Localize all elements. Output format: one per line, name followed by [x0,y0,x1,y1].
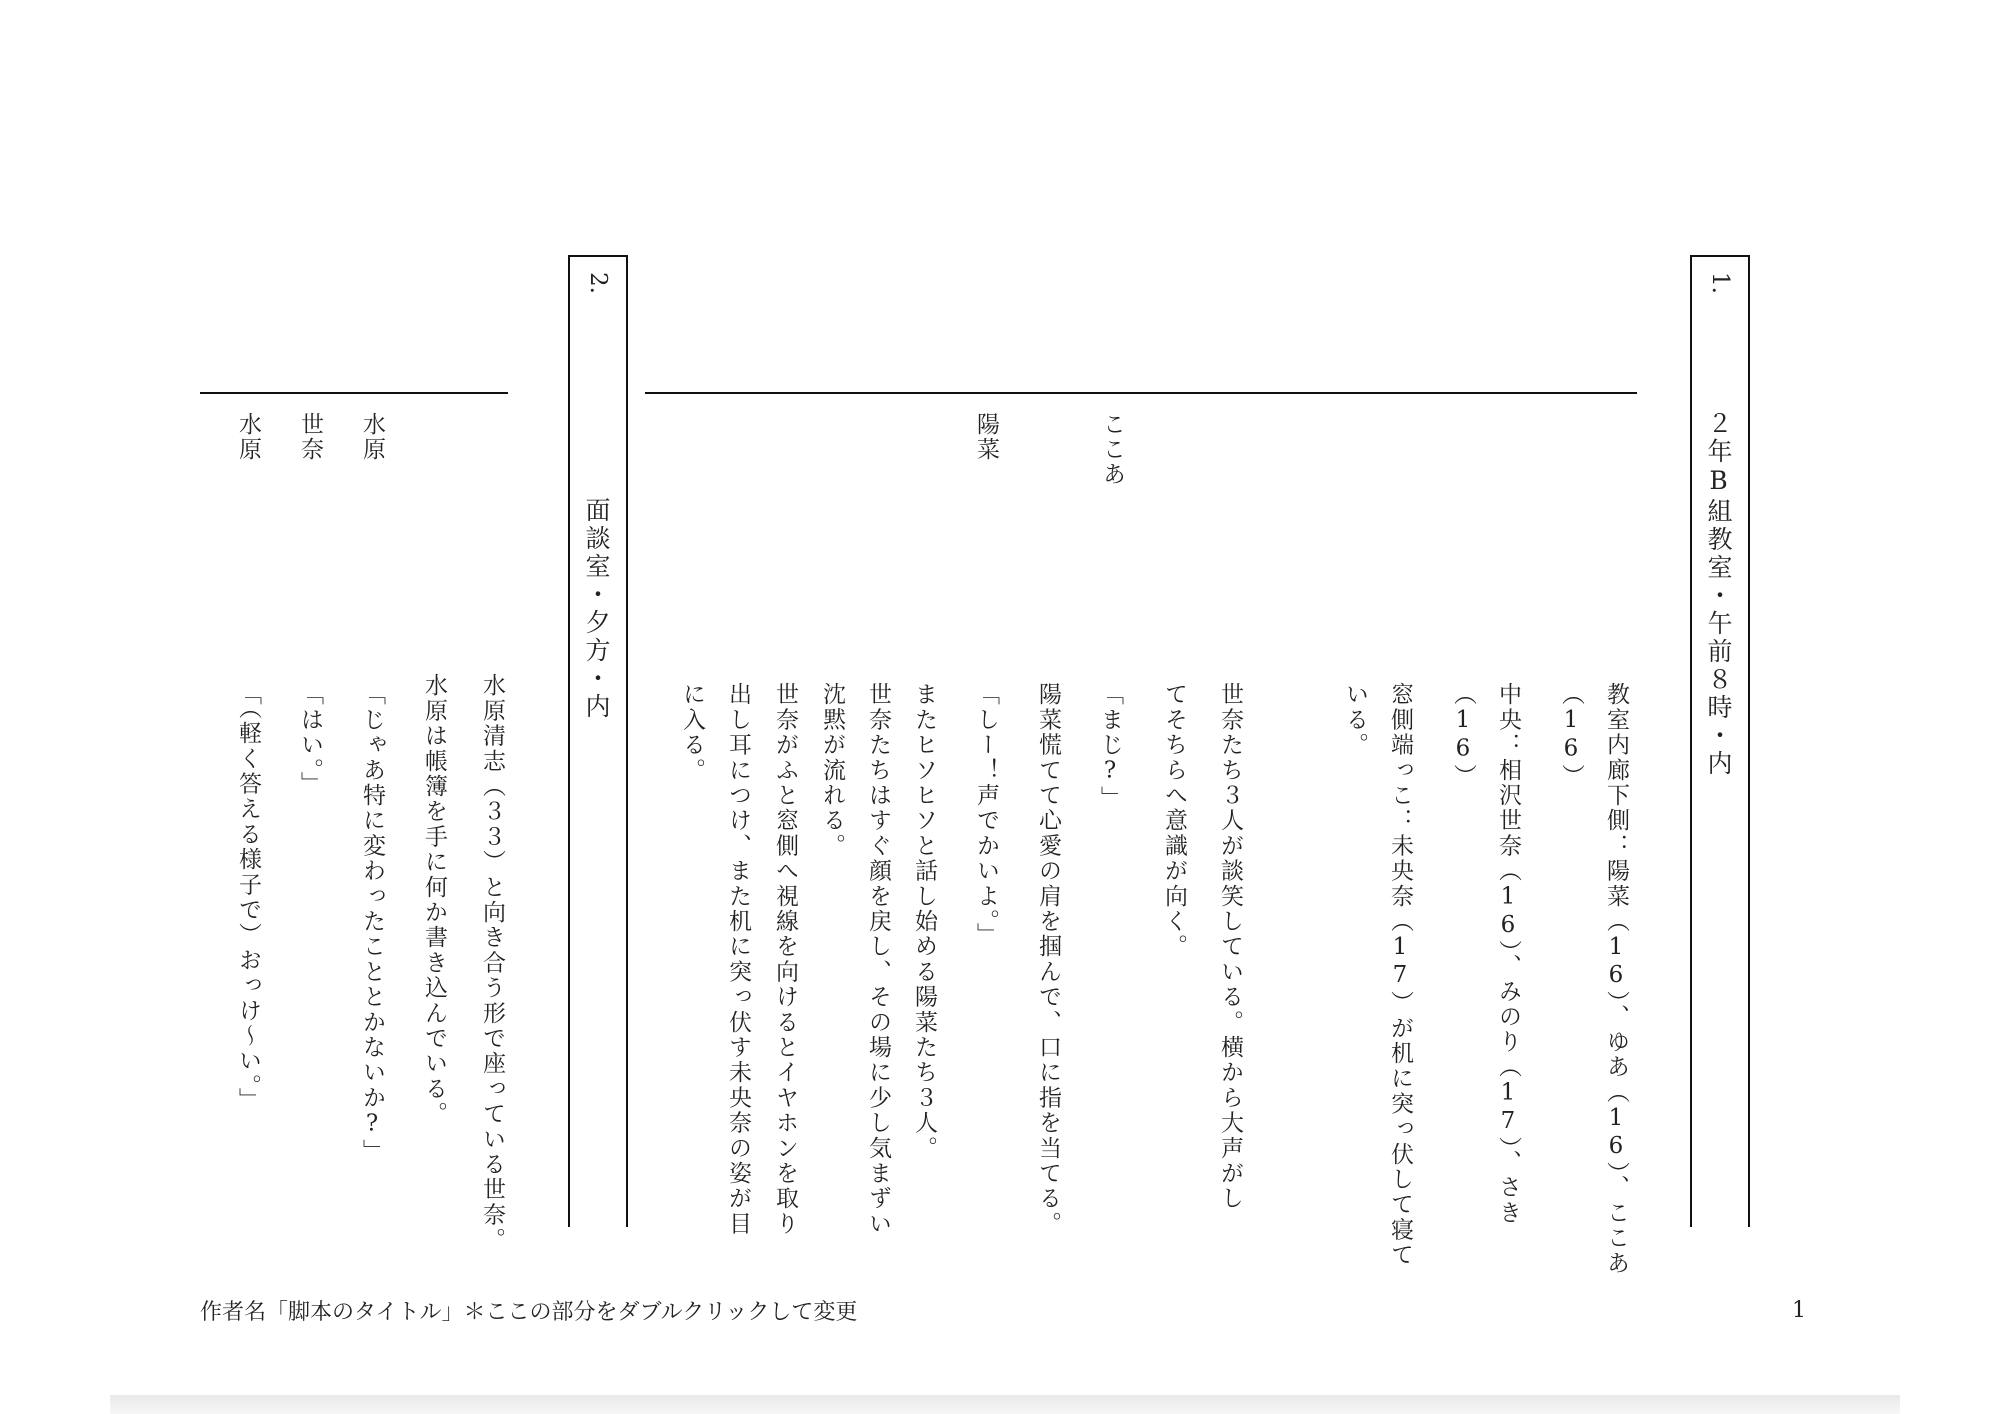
scene-2-character-name[interactable]: 水原 [235,412,261,462]
scene-2-line[interactable]: 「（軽く答える様子で）おっけ～い。」 [235,682,261,1113]
scene-2-line[interactable]: 水原清志（３３）と向き合う形で座っている世奈。 [479,673,505,1253]
scene-1-line[interactable]: 「しー！声でかいよ。」 [973,682,999,948]
scene-2-number: 2. [585,272,611,294]
scene-1-line[interactable]: 窓側端っこ：未央奈（17）が机に突っ伏して寝て [1387,682,1413,1268]
scene-1-line[interactable]: いる。 [1342,682,1368,758]
scene-1-line[interactable]: に入る。 [679,682,705,783]
scene-2-character-name[interactable]: 水原 [359,412,385,462]
scene-2-heading[interactable]: 面談室・夕方・内 [582,497,611,721]
scene-1-line[interactable]: 「まじ?」 [1097,682,1123,811]
scene-1-character-name[interactable]: 陽菜 [973,412,999,462]
scene-1-character-name[interactable]: ここあ [1099,412,1125,487]
scene-2-line[interactable]: 「はい。」 [297,682,323,797]
footer-author-title[interactable]: 作者名「脚本のタイトル」＊ここの部分をダブルクリックして変更 [200,1300,858,1325]
scene-1-line[interactable]: 中央：相沢世奈（16）、みのり（17）、さき [1495,682,1521,1226]
scene-1-line[interactable]: 陽菜慌てて心愛の肩を掴んで、口に指を当てる。 [1035,682,1061,1237]
scene-2-heading-box[interactable] [568,255,628,1227]
scene-1-line[interactable]: 沈黙が流れる。 [819,682,845,859]
page-bottom-shadow [110,1395,1900,1414]
scene-1-heading[interactable]: ２年B組教室・午前８時・内 [1704,410,1733,778]
scene-2-character-rule [200,392,508,394]
scene-1-line[interactable]: 教室内廊下側：陽菜（16）、ゆあ（16）、ここあ [1603,682,1629,1276]
page-number: 1 [1792,1298,1806,1323]
scene-1-line[interactable]: 世奈がふと窓側へ視線を向けるとイヤホンを取り [772,682,798,1237]
scene-2-character-name[interactable]: 世奈 [297,412,323,462]
scene-1-line[interactable]: （16） [1450,682,1476,789]
scene-1-line[interactable]: 出し耳につけ、また机に突っ伏す未央奈の姿が目 [725,682,751,1237]
scene-1-line[interactable]: 世奈たち３人が談笑している。横から大声がし [1217,682,1243,1212]
scene-2-line[interactable]: 「じゃあ特に変わったこととかないか?」 [359,682,385,1164]
scene-2-line[interactable]: 水原は帳簿を手に何か書き込んでいる。 [421,673,447,1127]
scene-1-character-rule [645,392,1637,394]
scene-1-line[interactable]: またヒソヒソと話し始める陽菜たち３人。 [911,682,937,1161]
scene-1-line[interactable]: 世奈たちはすぐ顔を戻し、その場に少し気まずい [865,682,891,1237]
scene-1-number: 1. [1707,272,1733,294]
scene-1-line[interactable]: （16） [1558,682,1584,789]
scene-1-line[interactable]: てそちらへ意識が向く。 [1161,682,1187,960]
